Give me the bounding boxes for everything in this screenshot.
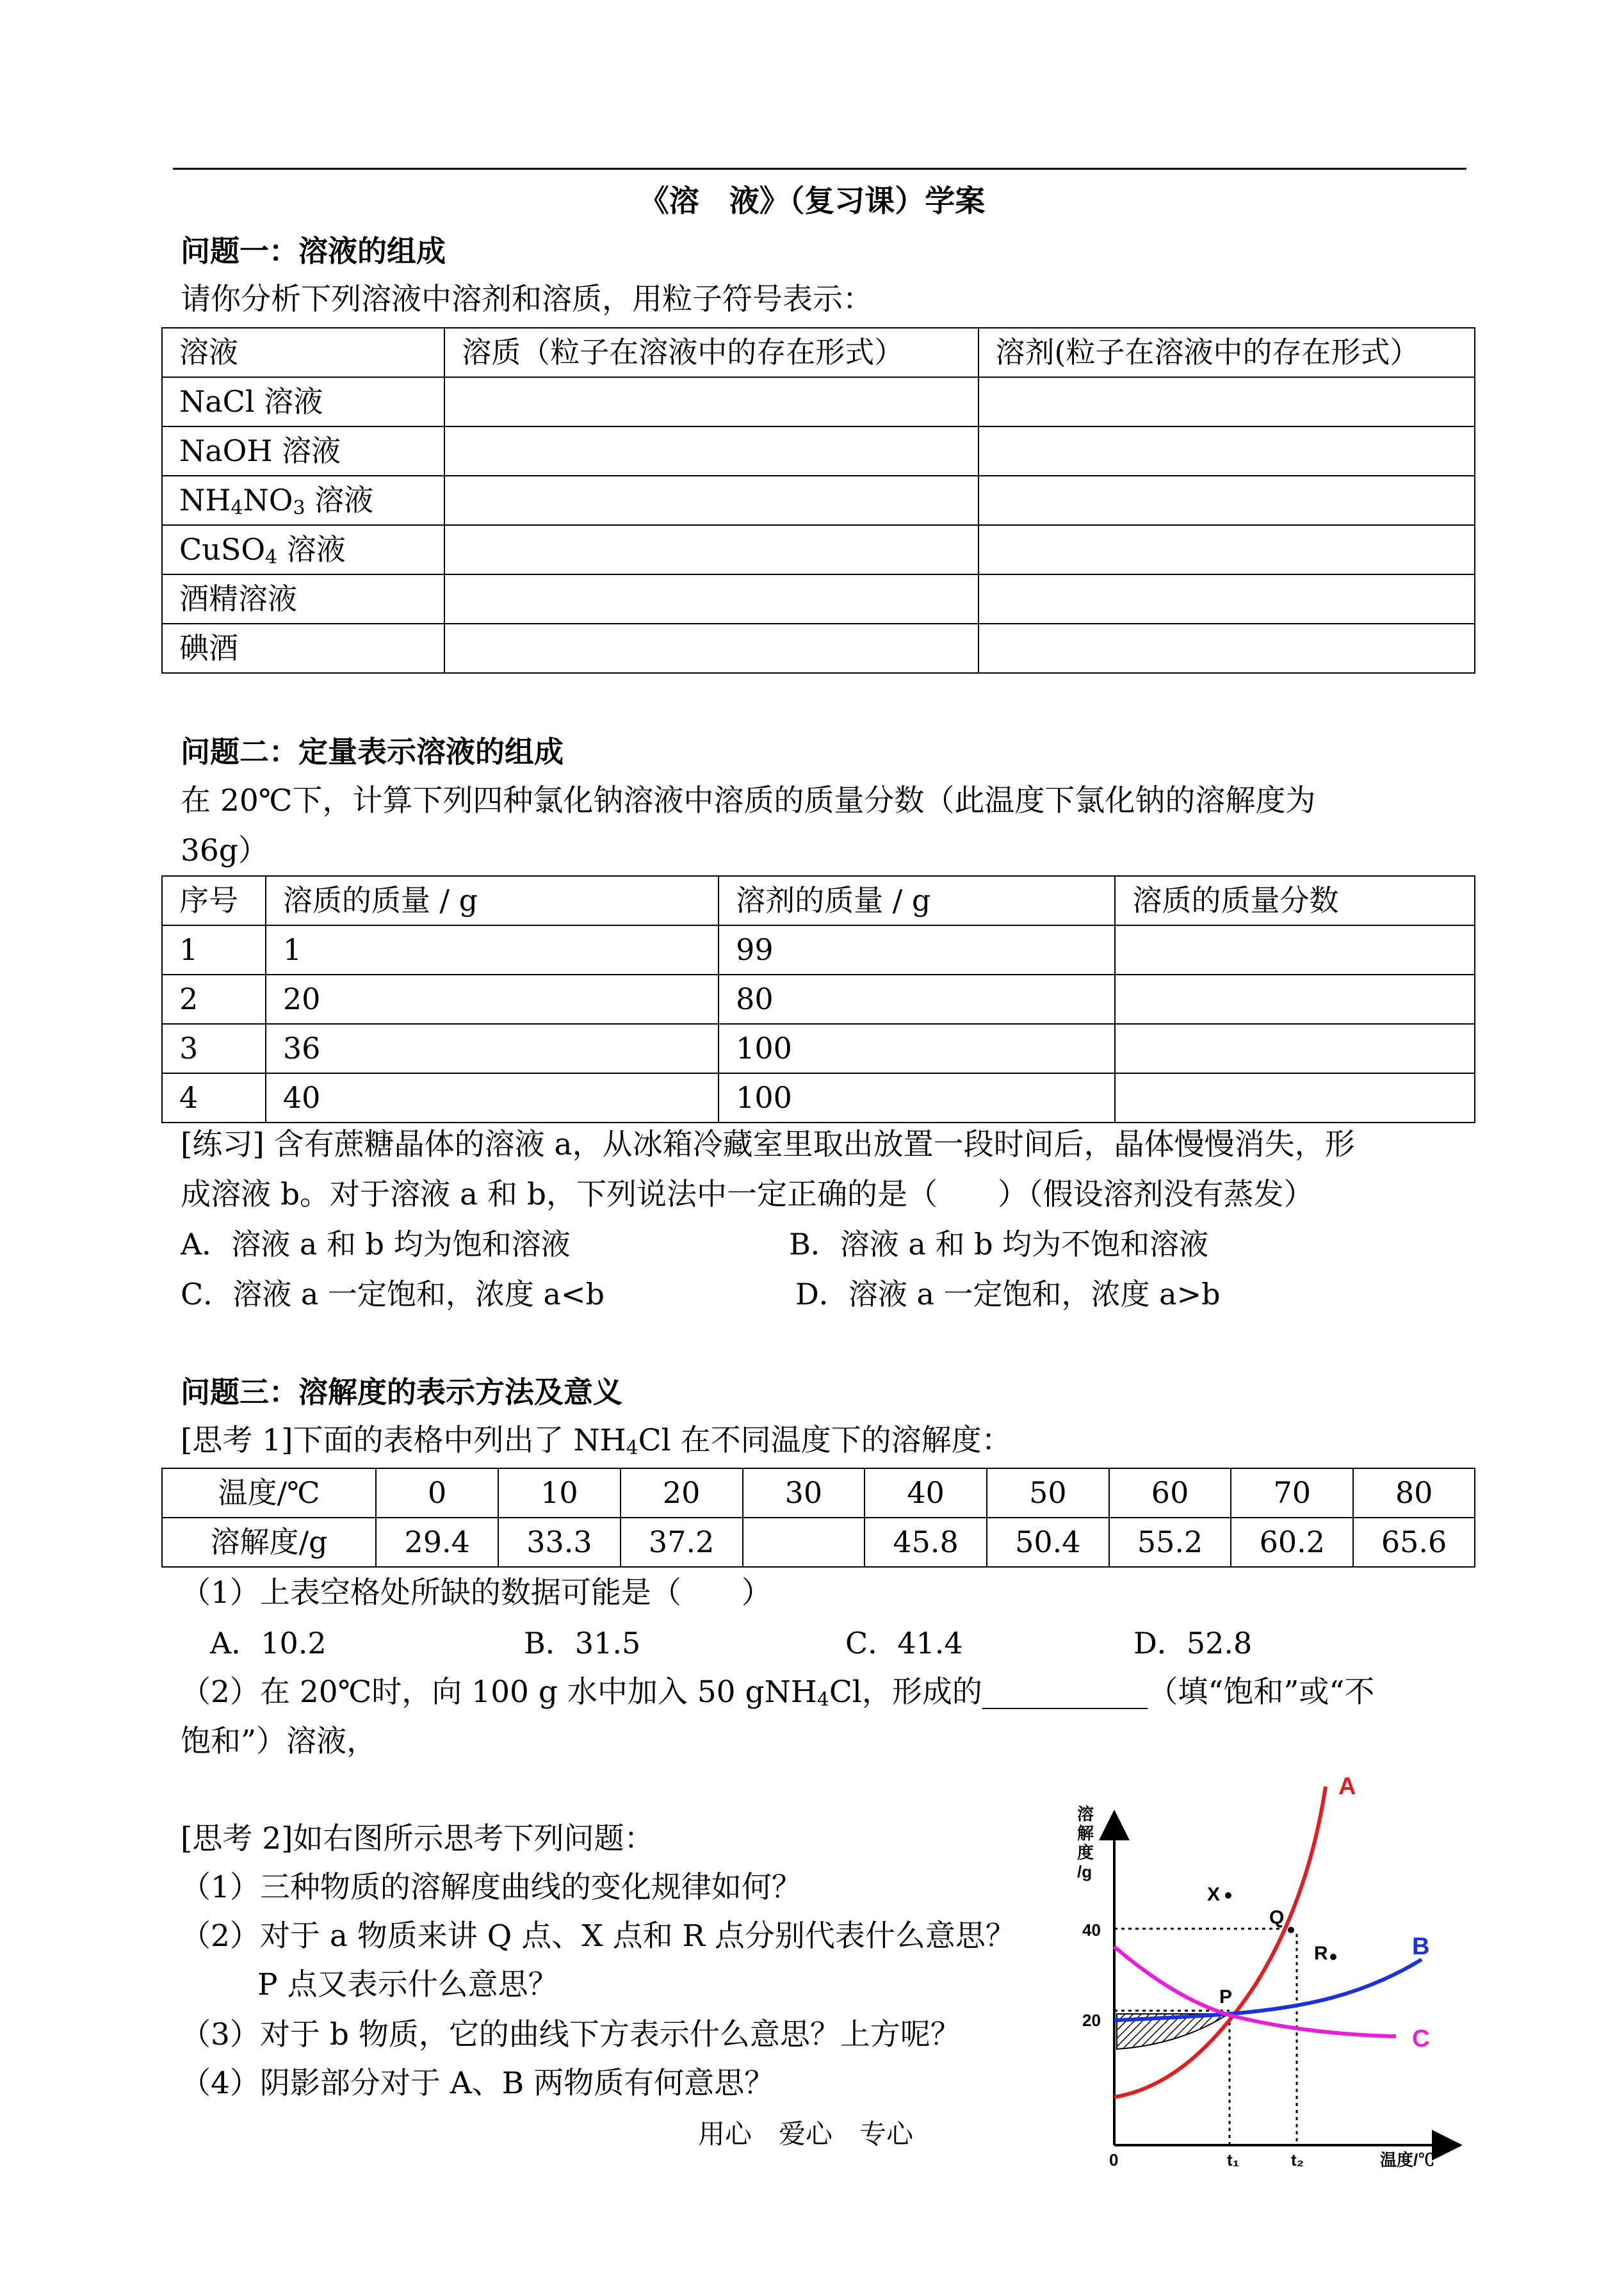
table-row — [162, 574, 1475, 624]
solubility-table — [161, 1468, 1475, 1568]
answer-cell[interactable] — [978, 624, 1475, 673]
origin-label: 0 — [1109, 2150, 1119, 2169]
table-cell: 80 — [1353, 1468, 1475, 1518]
table-cell: 50.4 — [987, 1518, 1109, 1567]
answer-cell[interactable] — [444, 624, 978, 673]
exercise-option-d[interactable]: D．溶液 a 一定饱和，浓度 a>b — [795, 1277, 1221, 1311]
top-rule — [173, 168, 1466, 170]
table-cell: 55.2 — [1109, 1518, 1231, 1567]
x-axis-label: 温度/℃ — [1380, 2150, 1435, 2169]
table-cell: 0 — [376, 1468, 498, 1518]
table-cell: 36 — [266, 1024, 719, 1073]
y-tick-20: 20 — [1082, 2011, 1101, 2030]
solubility-curve-graph — [1063, 1774, 1511, 2171]
table-cell: 3 — [162, 1024, 266, 1073]
table-cell: 70 — [1231, 1468, 1353, 1518]
row-label: 溶解度/g — [162, 1518, 376, 1567]
q3-heading: 问题三：溶解度的表示方法及意义 — [181, 1375, 622, 1409]
header-cell: 溶液 — [162, 328, 444, 377]
curve-b — [1114, 1959, 1422, 2020]
table-cell: 60.2 — [1231, 1518, 1353, 1567]
x-tick-t2: t₂ — [1291, 2150, 1304, 2169]
table-row — [162, 975, 1475, 1024]
page-title: 《溶 液》（复习课）学案 — [638, 184, 986, 219]
q3-sub1: （1）上表空格处所缺的数据可能是（ ） — [181, 1575, 772, 1610]
table-cell: 40 — [865, 1468, 987, 1518]
table-cell: 40 — [266, 1073, 719, 1123]
table-header-row — [162, 328, 1475, 377]
q1-heading: 问题一：溶液的组成 — [181, 234, 446, 268]
think2-item-2: （2）对于 a 物质来讲 Q 点、X 点和 R 点分别代表什么意思？ — [181, 1918, 1016, 1954]
answer-cell[interactable] — [1115, 975, 1475, 1024]
table-cell: 10 — [498, 1468, 621, 1518]
header-cell: 序号 — [162, 876, 266, 925]
table-cell: 99 — [719, 925, 1115, 975]
point-p-label: P — [1219, 1986, 1233, 2007]
answer-cell[interactable] — [444, 574, 978, 624]
table-row — [162, 525, 1475, 574]
think2-item-4: （4）阴影部分对于 A、B 两物质有何意思？ — [181, 2066, 775, 2101]
table-cell: 100 — [719, 1024, 1115, 1073]
exercise-line1: [练习] 含有蔗糖晶体的溶液 a，从冰箱冷藏室里取出放置一段时间后，晶体慢慢消失，形 — [181, 1127, 1355, 1162]
table-cell: 60 — [1109, 1468, 1231, 1518]
table-cell: 65.6 — [1353, 1518, 1475, 1567]
table-cell: 2 — [162, 975, 266, 1024]
table-row — [162, 925, 1475, 975]
think2-item-2b: P 点又表示什么意思？ — [257, 1967, 558, 2002]
table-cell: 80 — [719, 975, 1115, 1024]
x-tick-t1: t₁ — [1227, 2150, 1240, 2169]
curve-label-c: C — [1412, 2025, 1430, 2052]
table-cell: 1 — [266, 925, 719, 975]
q2-intro-line1: 在 20℃下，计算下列四种氯化钠溶液中溶质的质量分数（此温度下氯化钠的溶解度为 — [181, 783, 1316, 818]
table-header-row — [162, 876, 1475, 925]
table-cell: 37.2 — [621, 1518, 743, 1567]
answer-cell[interactable] — [978, 574, 1475, 624]
curve-label-b: B — [1412, 1933, 1430, 1960]
q2-intro-line2: 36g） — [181, 833, 268, 868]
q3-sub2-line2: 饱和”）溶液， — [181, 1724, 377, 1759]
table-cell: 50 — [987, 1468, 1109, 1518]
solution-name: NaOH 溶液 — [162, 426, 444, 476]
answer-cell[interactable] — [1115, 1024, 1475, 1073]
table-cell: 4 — [162, 1073, 266, 1123]
table-row — [162, 476, 1475, 525]
answer-cell[interactable] — [978, 426, 1475, 476]
point-q — [1288, 1927, 1294, 1933]
solution-name: NaCl 溶液 — [162, 377, 444, 426]
table-cell: 1 — [162, 925, 266, 975]
table-cell: 29.4 — [376, 1518, 498, 1567]
table-cell: 20 — [621, 1468, 743, 1518]
answer-cell[interactable] — [978, 476, 1475, 525]
think2-item-3: （3）对于 b 物质，它的曲线下方表示什么意思？上方呢？ — [181, 2017, 961, 2052]
answer-cell[interactable] — [444, 426, 978, 476]
exercise-option-c[interactable]: C．溶液 a 一定饱和，浓度 a<b — [181, 1277, 605, 1311]
table-cell: 20 — [266, 975, 719, 1024]
point-r — [1330, 1954, 1336, 1960]
think1-text: [思考 1]下面的表格中列出了 $NH_4Cl$ 在不同温度下的溶解度： — [181, 1423, 1012, 1459]
answer-cell[interactable] — [444, 525, 978, 574]
solution-name: $NH_4NO_3$ 溶液 — [162, 476, 444, 525]
answer-cell[interactable] — [444, 377, 978, 426]
curve-label-a: A — [1338, 1774, 1356, 1800]
q2-table — [161, 875, 1475, 1123]
temperature-row — [162, 1468, 1475, 1518]
table-cell: 100 — [719, 1073, 1115, 1123]
q1-instruction: 请你分析下列溶液中溶剂和溶质，用粒子符号表示： — [181, 282, 873, 317]
answer-cell[interactable] — [1115, 1073, 1475, 1123]
point-x — [1225, 1892, 1231, 1899]
header-cell: 溶质的质量分数 — [1115, 876, 1475, 925]
think2-heading: [思考 2]如右图所示思考下列问题： — [181, 1821, 654, 1856]
table-row — [162, 377, 1475, 426]
point-q-label: Q — [1269, 1907, 1285, 1928]
y-axis-label-3: 度 — [1077, 1843, 1094, 1862]
answer-cell[interactable] — [978, 525, 1475, 574]
point-x-label: X — [1207, 1884, 1221, 1905]
answer-cell[interactable] — [978, 377, 1475, 426]
exercise-option-a[interactable]: A．溶液 a 和 b 均为饱和溶液 — [181, 1227, 571, 1261]
solubility-row — [162, 1518, 1475, 1567]
solution-name: CuSO$_4$ 溶液 — [162, 525, 444, 574]
table-cell: 45.8 — [865, 1518, 987, 1567]
header-cell: 溶质（粒子在溶液中的存在形式） — [444, 328, 978, 377]
y-axis-label-2: 解 — [1077, 1824, 1094, 1843]
y-tick-40: 40 — [1082, 1920, 1101, 1940]
sub1-option-d[interactable]: D．52.8 — [1133, 1626, 1253, 1660]
footer-motto: 用心 爱心 专心 — [698, 2118, 914, 2150]
think2-item-1: （1）三种物质的溶解度曲线的变化规律如何？ — [181, 1870, 802, 1905]
solution-name: 碘酒 — [162, 624, 444, 673]
table-cell: 30 — [743, 1468, 865, 1518]
exercise-option-b[interactable]: B．溶液 a 和 b 均为不饱和溶液 — [789, 1227, 1209, 1261]
sub1-option-b[interactable]: B．31.5 — [524, 1626, 641, 1660]
q1-table — [161, 327, 1475, 674]
blank-cell[interactable] — [743, 1518, 865, 1567]
table-row — [162, 1073, 1475, 1123]
answer-cell[interactable] — [444, 476, 978, 525]
sub1-option-c[interactable]: C．41.4 — [845, 1626, 963, 1660]
header-cell: 溶剂的质量 / g — [719, 876, 1115, 925]
y-axis-label-1: 溶 — [1077, 1804, 1094, 1824]
sub1-option-a[interactable]: A．10.2 — [210, 1626, 327, 1660]
q2-heading: 问题二：定量表示溶液的组成 — [181, 734, 564, 769]
row-label: 温度/℃ — [162, 1468, 376, 1518]
answer-cell[interactable] — [1115, 925, 1475, 975]
header-cell: 溶剂(粒子在溶液中的存在形式） — [978, 328, 1475, 377]
table-cell: 33.3 — [498, 1518, 621, 1567]
curve-a — [1114, 1787, 1326, 2097]
table-row — [162, 624, 1475, 673]
q3-sub2: （2）在 20℃时，向 100 g 水中加入 50 gNH$_4$Cl，形成的___________（填“饱和”或“不 — [181, 1675, 1375, 1711]
header-cell: 溶质的质量 / g — [266, 876, 719, 925]
table-row — [162, 426, 1475, 476]
exercise-line2: 成溶液 b。对于溶液 a 和 b，下列说法中一定正确的是（ ）（假设溶剂没有蒸发） — [181, 1177, 1314, 1212]
y-axis-label-4: /g — [1077, 1862, 1092, 1881]
point-r-label: R — [1314, 1943, 1328, 1964]
table-row — [162, 1024, 1475, 1073]
solution-name: 酒精溶液 — [162, 574, 444, 624]
